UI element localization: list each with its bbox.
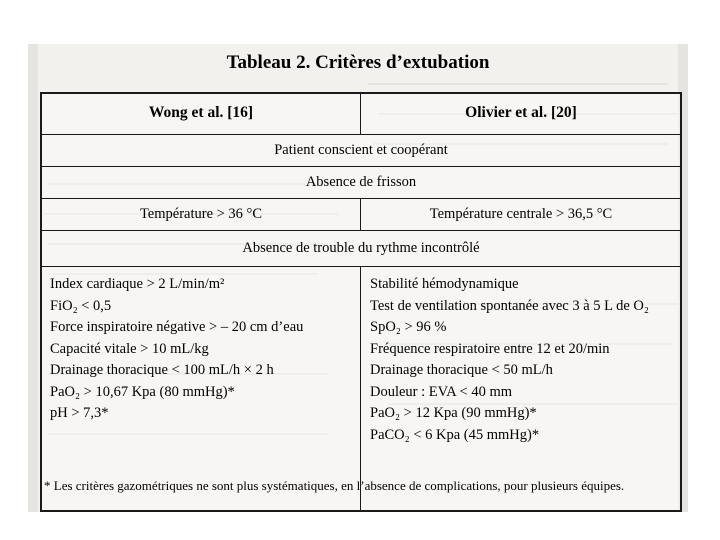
row-divider	[42, 134, 680, 135]
row-rythme: Absence de trouble du rythme incontrôlé	[242, 240, 480, 256]
header-wong: Wong et al. [16]	[148, 104, 254, 121]
row-divider	[42, 230, 680, 231]
criteria-table	[40, 92, 682, 512]
list-item: PaCO₂ < 6 Kpa (45 mmHg)*	[370, 426, 540, 443]
column-divider	[360, 94, 361, 134]
row-divider	[42, 198, 680, 199]
list-item: PaO₂ > 12 Kpa (90 mmHg)*	[370, 405, 537, 421]
list-item: Stabilité hémodynamique	[370, 276, 519, 292]
table-title: Tableau 2. Critères d’extubation	[226, 52, 490, 73]
row-absence-frisson: Absence de frisson	[305, 174, 417, 190]
list-item: SpO₂ > 96 %	[370, 319, 447, 335]
header-olivier: Olivier et al. [20]	[465, 104, 577, 121]
row-temperature-left: Température > 36 °C	[139, 206, 263, 222]
column-divider	[360, 266, 361, 510]
column-divider	[360, 198, 361, 230]
list-item: Index cardiaque > 2 L/min/m²	[50, 276, 225, 292]
scanned-page	[28, 44, 688, 512]
left-criteria-list	[50, 274, 303, 425]
list-item: Capacité vitale > 10 mL/kg	[50, 340, 209, 357]
right-criteria-list	[370, 274, 649, 446]
list-item: Drainage thoracique < 100 mL/h × 2 h	[50, 362, 274, 378]
footnote: * Les critères gazométriques ne sont plus systématiques, en l’absence de complications, pour plusieurs équipes.	[44, 478, 625, 493]
list-item: pH > 7,3*	[50, 405, 109, 421]
row-temperature-right: Température centrale > 36,5 °C	[429, 206, 613, 222]
list-item: PaO₂ > 10,67 Kpa (80 mmHg)*	[50, 383, 235, 400]
list-item: Force inspiratoire négative > – 20 cm d’eau	[50, 319, 304, 335]
row-patient-conscient: Patient conscient et coopérant	[274, 142, 448, 158]
list-item: Fréquence respiratoire entre 12 et 20/min	[370, 340, 610, 357]
row-divider	[42, 166, 680, 167]
list-item: Drainage thoracique < 50 mL/h	[370, 362, 553, 378]
list-item: Douleur : EVA < 40 mm	[370, 383, 513, 400]
row-divider	[42, 266, 680, 267]
list-item: Test de ventilation spontanée avec 3 à 5 L de O₂	[370, 297, 649, 314]
list-item: FiO₂ < 0,5	[50, 297, 112, 314]
